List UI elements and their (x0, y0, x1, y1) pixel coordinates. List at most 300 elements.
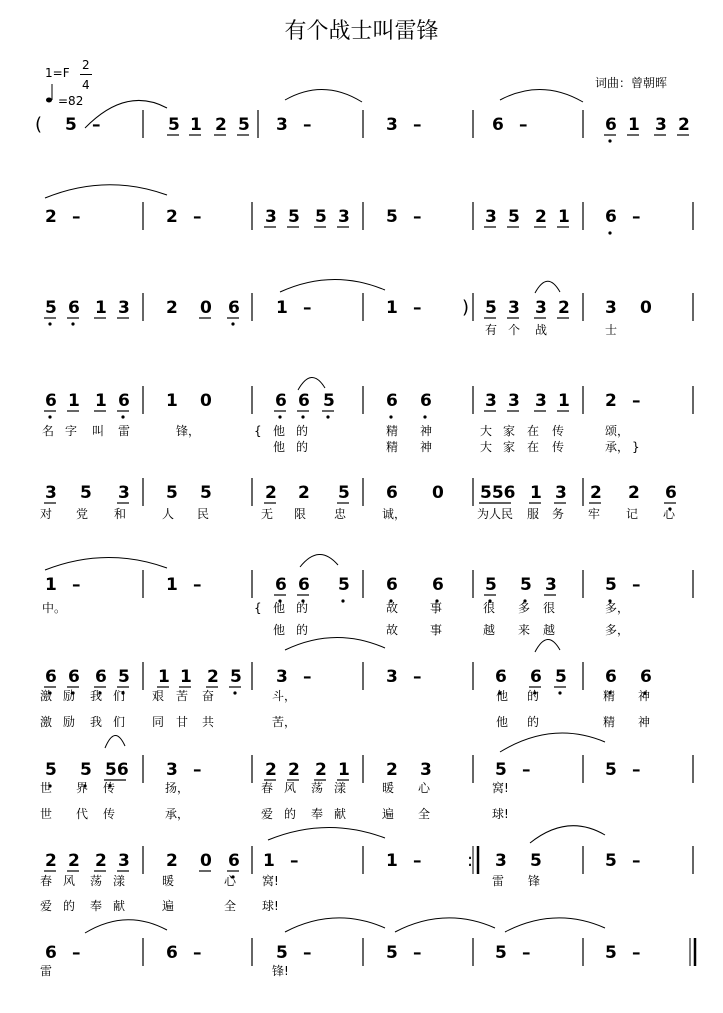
note: 2 (298, 483, 310, 503)
note: 6 (166, 943, 178, 963)
credit: 词曲：曾朝晖 (595, 76, 668, 90)
note: – (72, 575, 81, 595)
note: 6 (605, 667, 617, 687)
note: 1 (68, 391, 80, 411)
note: 5 (386, 207, 398, 227)
lyric: 来 (518, 623, 531, 637)
note: 6 (386, 483, 398, 503)
note: 2 (207, 667, 219, 687)
note: 3 (386, 115, 398, 135)
octave-dot (48, 322, 51, 325)
lyric: 承， (605, 440, 630, 454)
note: 1 (45, 575, 57, 595)
octave-dot (301, 415, 304, 418)
note: 3 (508, 391, 520, 411)
lyric: 神 (420, 440, 433, 454)
lyric: 限 (294, 507, 307, 521)
note: 5 (45, 298, 57, 318)
note: 5 (168, 115, 180, 135)
note: 6 (228, 851, 240, 871)
lyric: 忠 (334, 507, 347, 521)
note: 0 (432, 483, 444, 503)
lyric: 春 (261, 781, 274, 795)
note: 2 (68, 851, 80, 871)
slur (45, 557, 167, 570)
lyric: 服 (527, 507, 540, 521)
lyric: 激 (40, 715, 53, 729)
note: 5 (485, 298, 497, 318)
lyric: 很 (543, 601, 556, 615)
note: 1 (166, 391, 178, 411)
note: – (522, 943, 531, 963)
lyric: 遍 (162, 899, 175, 913)
note: 3 (508, 298, 520, 318)
note: 2 (535, 207, 547, 227)
note: – (303, 115, 312, 135)
lyric: 多 (518, 601, 531, 615)
lyric: 们 (113, 715, 126, 729)
lyric: 为人民 (477, 507, 514, 521)
slur (285, 637, 385, 650)
octave-dot (278, 415, 281, 418)
slur (285, 89, 362, 102)
note: 5 (605, 851, 617, 871)
lyric: 颂， (605, 424, 630, 438)
note: 1 (558, 391, 570, 411)
note: 0 (200, 298, 212, 318)
lyric: 多， (605, 623, 630, 637)
lyric: 神 (638, 689, 651, 703)
note: 6 (95, 667, 107, 687)
time-signature-denominator: 4 (82, 78, 90, 92)
note: 2 (590, 483, 602, 503)
lyric: 的 (296, 440, 309, 454)
slur (500, 733, 605, 752)
octave-dot (558, 691, 561, 694)
lyric: 全 (418, 807, 431, 821)
note: – (632, 851, 641, 871)
note: 1 (628, 115, 640, 135)
note: 5 (80, 483, 92, 503)
lyric: 漾 (334, 781, 347, 795)
lyric: 传 (552, 440, 565, 454)
lyric: } (632, 440, 640, 454)
lyric: 春 (40, 874, 53, 888)
note: 3 (118, 298, 130, 318)
note: 0 (200, 391, 212, 411)
lyric: 雷 (40, 964, 53, 978)
lyric: 民 (197, 507, 210, 521)
lyric: 传 (103, 807, 116, 821)
note: 6 (665, 483, 677, 503)
note: 2 (315, 760, 327, 780)
note: 6 (45, 943, 57, 963)
slur (530, 826, 605, 843)
note: 1 (95, 391, 107, 411)
lyric: 激 (40, 689, 53, 703)
lyric: 苦 (176, 689, 189, 703)
lyric: 精 (386, 424, 399, 438)
note: 2 (166, 298, 178, 318)
note: 1 (386, 851, 398, 871)
note: 3 (535, 391, 547, 411)
lyric: 扬， (165, 781, 190, 795)
lyric: 窝! (492, 781, 509, 795)
note: 5 (555, 667, 567, 687)
note: – (413, 115, 422, 135)
slur (535, 639, 560, 652)
note: – (519, 115, 528, 135)
note: 3 (495, 851, 507, 871)
lyric: 同 (152, 715, 165, 729)
note: 3 (545, 575, 557, 595)
note: – (72, 943, 81, 963)
note: 6 (275, 391, 287, 411)
note: 5 (520, 575, 532, 595)
octave-dot (608, 139, 611, 142)
lyric: 他 (496, 715, 509, 729)
symbol: ) (462, 297, 470, 318)
note: 1 (190, 115, 202, 135)
note: – (632, 943, 641, 963)
lyric: 他 (273, 601, 286, 615)
lyric: 风 (63, 874, 76, 888)
note: 3 (535, 298, 547, 318)
note: 6 (495, 667, 507, 687)
lyric: 全 (224, 899, 237, 913)
lyric: 的 (527, 689, 540, 703)
lyric: 越 (483, 623, 496, 637)
note: 3 (265, 207, 277, 227)
lyric: 代 (76, 807, 89, 821)
lyric: 家 (503, 440, 516, 454)
lyric: 他 (273, 424, 286, 438)
note: 3 (605, 298, 617, 318)
note: 1 (558, 207, 570, 227)
note: 6 (298, 575, 310, 595)
note: 6 (275, 575, 287, 595)
lyric: 爱 (40, 899, 53, 913)
lyric: 大 (480, 424, 493, 438)
note: 5 (323, 391, 335, 411)
lyric: 球! (492, 807, 509, 821)
symbol: ( (35, 114, 43, 135)
lyric: 的 (284, 807, 297, 821)
lyric: 献 (113, 899, 126, 913)
note: 5 (238, 115, 250, 135)
lyric: 他 (496, 689, 509, 703)
note: – (193, 943, 202, 963)
lyric: 献 (334, 807, 347, 821)
note: 6 (298, 391, 310, 411)
lyric: 中。 (42, 601, 67, 615)
lyric: 无 (261, 507, 274, 521)
note: 2 (166, 207, 178, 227)
lyric: 奋 (202, 689, 215, 703)
note: 3 (555, 483, 567, 503)
octave-dot (231, 322, 234, 325)
note: 5 (45, 760, 57, 780)
note: – (632, 391, 641, 411)
slur (85, 920, 167, 933)
note: 2 (678, 115, 690, 135)
note: 5 (166, 483, 178, 503)
note: 56 (105, 760, 129, 780)
note: 6 (118, 391, 130, 411)
note: – (413, 667, 422, 687)
note: 1 (158, 667, 170, 687)
lyric: 名 (42, 424, 55, 438)
lyric: 大 (480, 440, 493, 454)
note: 5 (65, 115, 77, 135)
lyric: 精 (603, 689, 616, 703)
lyric: 有 (485, 323, 498, 337)
note: 2 (628, 483, 640, 503)
octave-dot (233, 691, 236, 694)
note: – (193, 207, 202, 227)
note: 2 (265, 760, 277, 780)
lyric: 雷 (492, 874, 505, 888)
note: 3 (166, 760, 178, 780)
note: 2 (166, 851, 178, 871)
lyric: { (254, 424, 262, 438)
octave-dot (71, 322, 74, 325)
note: 5 (605, 943, 617, 963)
note: 3 (420, 760, 432, 780)
octave-dot (48, 415, 51, 418)
lyric: 故 (386, 601, 399, 615)
note: 3 (655, 115, 667, 135)
note: – (290, 851, 299, 871)
slur (285, 918, 385, 932)
note: – (413, 207, 422, 227)
lyric: 世 (40, 807, 53, 821)
slur (500, 89, 583, 102)
note: 2 (45, 851, 57, 871)
note: 3 (276, 115, 288, 135)
lyric: 奉 (311, 807, 324, 821)
note: 1 (338, 760, 350, 780)
lyric: 奉 (90, 899, 103, 913)
slur (505, 918, 605, 932)
note: 6 (68, 667, 80, 687)
lyric: 心 (418, 781, 431, 795)
lyric: 叫 (92, 424, 105, 438)
lyric: 故 (386, 623, 399, 637)
note: – (522, 760, 531, 780)
note: – (413, 943, 422, 963)
lyric: 遍 (382, 807, 395, 821)
time-signature-numerator: 2 (82, 58, 90, 72)
lyric: 世 (40, 781, 53, 795)
lyric: 家 (503, 424, 516, 438)
note: 5 (338, 575, 350, 595)
note: 3 (276, 667, 288, 687)
note: – (632, 207, 641, 227)
note: 6 (640, 667, 652, 687)
lyric: 诚， (382, 507, 407, 521)
note: – (193, 760, 202, 780)
lyric: 我 (90, 689, 103, 703)
note: 5 (508, 207, 520, 227)
note: 5 (605, 575, 617, 595)
note: – (303, 943, 312, 963)
symbol: : (467, 850, 474, 871)
note: 1 (276, 298, 288, 318)
lyric: 事 (430, 623, 443, 637)
lyric: 神 (638, 715, 651, 729)
lyric: 斗， (272, 689, 297, 703)
note: 1 (263, 851, 275, 871)
lyric: 暖 (162, 874, 175, 888)
note: – (303, 667, 312, 687)
note: 5 (276, 943, 288, 963)
lyric: 漾 (113, 874, 126, 888)
note: 5 (605, 760, 617, 780)
lyric: 他 (273, 623, 286, 637)
lyric: 的 (296, 601, 309, 615)
slur (300, 554, 338, 567)
lyric: 在 (527, 440, 540, 454)
lyric: 窝! (262, 874, 279, 888)
note: 5 (118, 667, 130, 687)
lyric: 对 (40, 507, 53, 521)
note: 3 (386, 667, 398, 687)
note: 5 (288, 207, 300, 227)
lyric: 和 (114, 507, 127, 521)
note: 3 (485, 207, 497, 227)
note: 3 (45, 483, 57, 503)
octave-dot (341, 599, 344, 602)
note: 5 (495, 943, 507, 963)
note: 6 (420, 391, 432, 411)
lyric: 荡 (311, 781, 324, 795)
note: 0 (640, 298, 652, 318)
lyric: 承， (165, 807, 190, 821)
lyric: 甘 (176, 715, 189, 729)
slur (395, 918, 495, 932)
lyric: 锋， (176, 424, 201, 438)
note: 556 (480, 483, 516, 503)
octave-dot (389, 415, 392, 418)
lyric: 越 (543, 623, 556, 637)
lyric: 记 (626, 507, 639, 521)
note: 2 (605, 391, 617, 411)
octave-dot (121, 415, 124, 418)
note: 1 (386, 298, 398, 318)
lyric: 传 (103, 781, 116, 795)
slur (280, 279, 385, 292)
note: 6 (530, 667, 542, 687)
lyric: 战 (535, 323, 548, 337)
lyric: 们 (113, 689, 126, 703)
lyric: 他 (273, 440, 286, 454)
lyric: 人 (162, 507, 175, 521)
lyric: 士 (605, 323, 618, 337)
lyric: 界 (76, 781, 89, 795)
note: 6 (386, 575, 398, 595)
note: 0 (200, 851, 212, 871)
key-signature: 1=F (45, 66, 70, 80)
note: 1 (530, 483, 542, 503)
note: 5 (530, 851, 542, 871)
lyric: 暖 (382, 781, 395, 795)
note: 3 (338, 207, 350, 227)
note: – (72, 207, 81, 227)
note: 5 (338, 483, 350, 503)
note: 3 (118, 483, 130, 503)
lyric: 在 (527, 424, 540, 438)
note: 2 (558, 298, 570, 318)
lyric: 多， (605, 601, 630, 615)
lyric: 个 (508, 323, 521, 337)
note: 2 (386, 760, 398, 780)
note: 5 (386, 943, 398, 963)
note: 5 (485, 575, 497, 595)
note: 5 (495, 760, 507, 780)
lyric: 牢 (588, 507, 601, 521)
note: 5 (315, 207, 327, 227)
lyric: 很 (483, 601, 496, 615)
note: 1 (180, 667, 192, 687)
note: 6 (432, 575, 444, 595)
lyric: 锋! (272, 964, 289, 978)
slur (105, 735, 125, 748)
lyric: 神 (420, 424, 433, 438)
lyric: { (254, 601, 262, 615)
lyric: 球! (262, 899, 279, 913)
note: – (92, 115, 101, 135)
lyric: 锋 (528, 874, 541, 888)
note: 1 (166, 575, 178, 595)
lyric: 励 (63, 715, 76, 729)
octave-dot (326, 415, 329, 418)
note: 1 (95, 298, 107, 318)
note: 3 (118, 851, 130, 871)
lyric: 荡 (90, 874, 103, 888)
lyric: 我 (90, 715, 103, 729)
note: 2 (288, 760, 300, 780)
note: 5 (80, 760, 92, 780)
lyric: 务 (552, 507, 565, 521)
note: 6 (605, 115, 617, 135)
lyric: 雷 (118, 424, 131, 438)
lyric: 励 (63, 689, 76, 703)
note: 6 (45, 391, 57, 411)
note: – (303, 298, 312, 318)
lyric: 的 (63, 899, 76, 913)
slur (45, 185, 167, 198)
lyric: 字 (65, 424, 78, 438)
lyric: 事 (430, 601, 443, 615)
octave-dot (423, 415, 426, 418)
lyric: 苦， (272, 715, 297, 729)
note: 6 (228, 298, 240, 318)
note: 2 (215, 115, 227, 135)
note: – (413, 851, 422, 871)
note: – (413, 298, 422, 318)
lyric: 传 (552, 424, 565, 438)
note: 6 (492, 115, 504, 135)
lyric: 精 (386, 440, 399, 454)
note: 5 (230, 667, 242, 687)
lyric: 精 (603, 715, 616, 729)
note: 6 (605, 207, 617, 227)
note: – (632, 575, 641, 595)
lyric: 的 (296, 623, 309, 637)
slur (535, 281, 560, 293)
slur (298, 377, 325, 390)
